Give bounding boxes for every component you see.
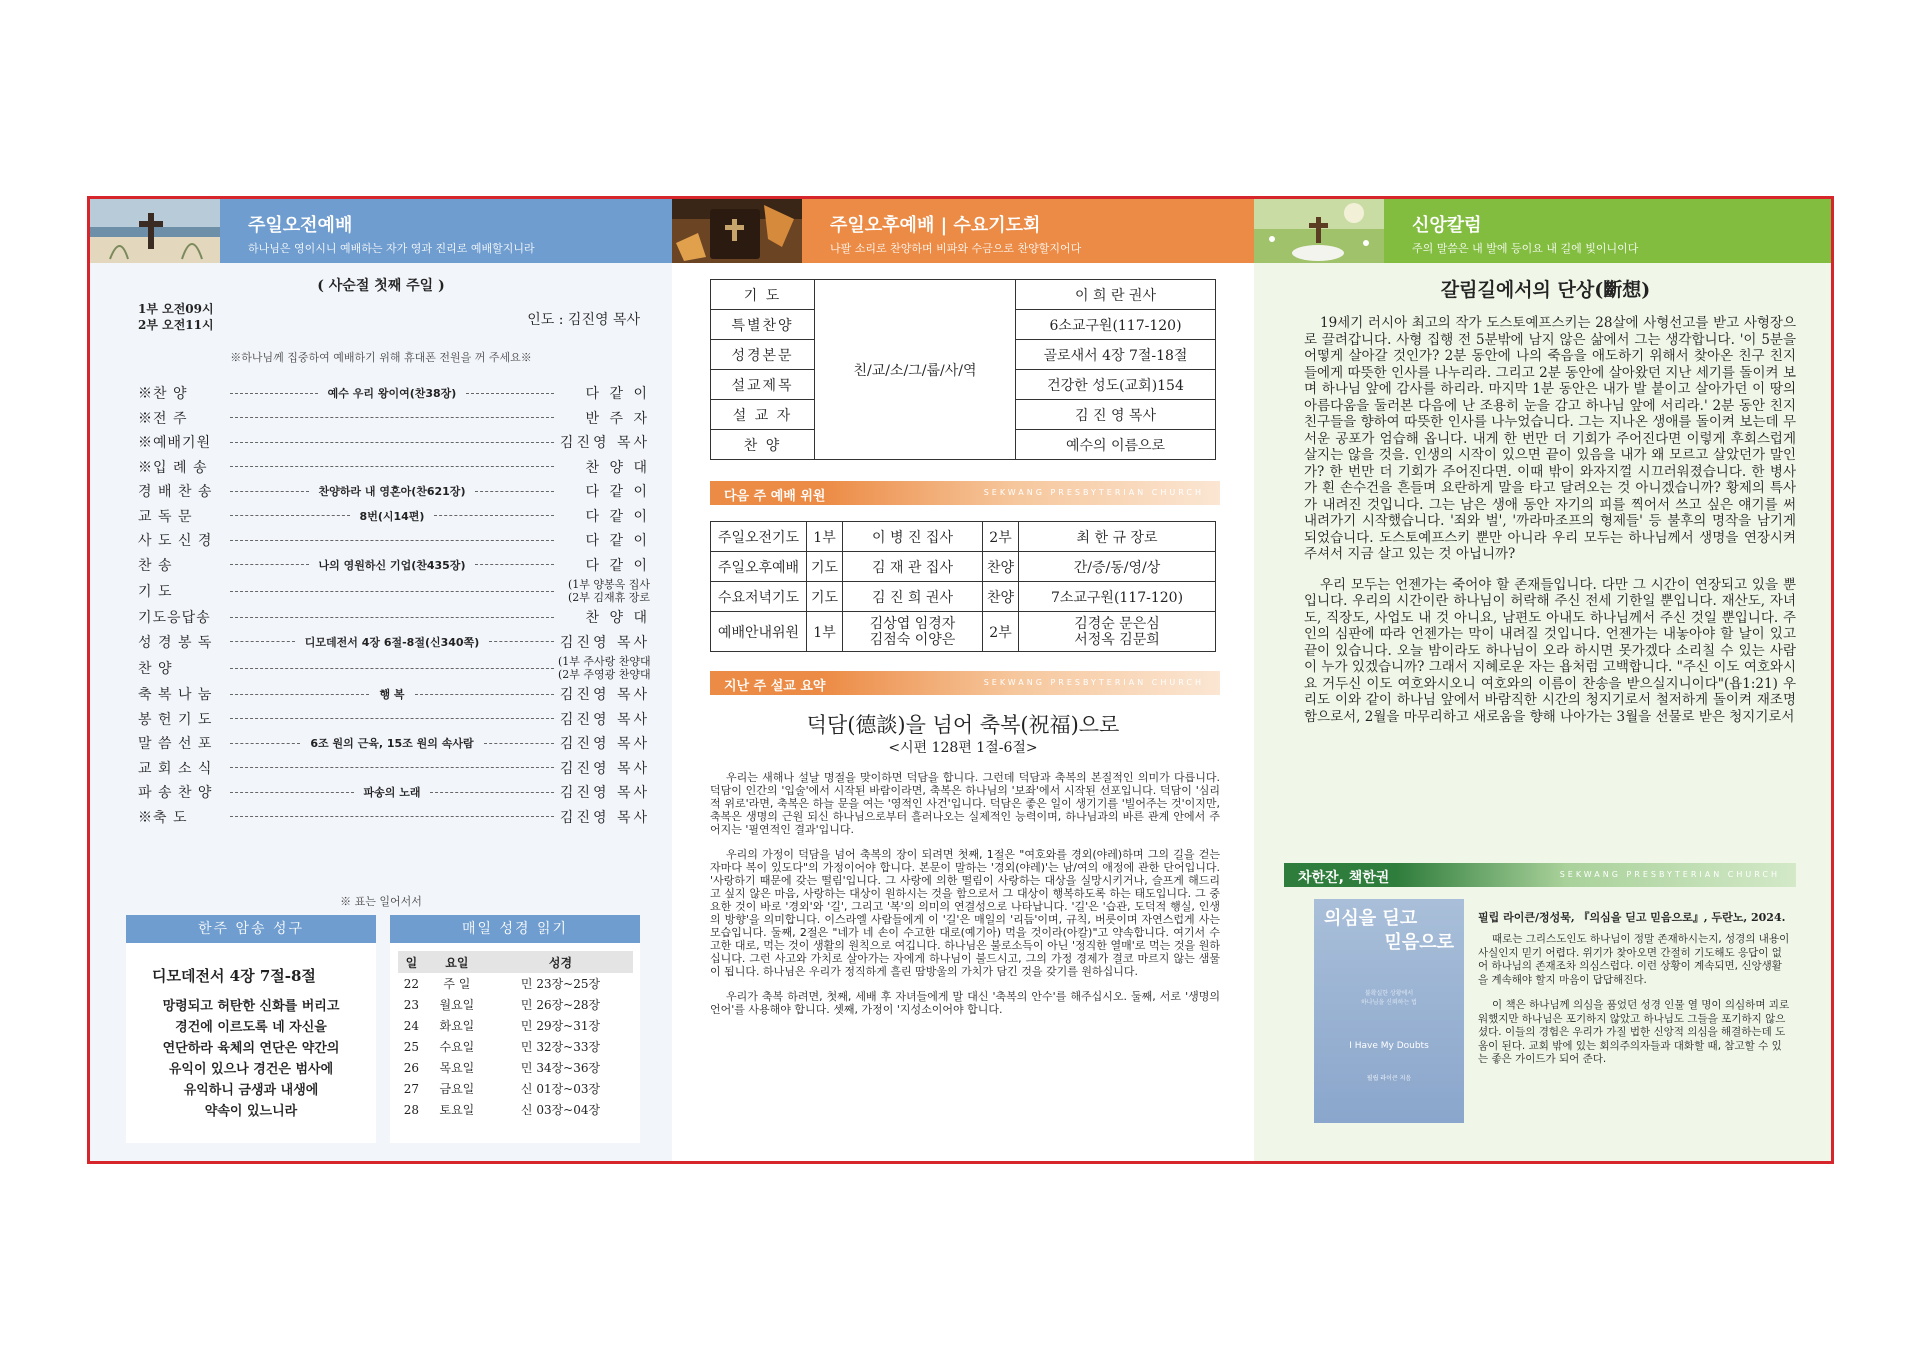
church-name-en: SEKWANG PRESBYTERIAN CHURCH bbox=[1559, 870, 1780, 879]
sermon-paragraph: 우리는 새해나 설날 명절을 맞이하면 덕담을 합니다. 그런데 덕담과 축복의 본질적인 의미가 다릅니다. 덕담이 인간의 '입술'에서 시작된 바람이라면, 축복은 하나님의 '보좌'에서 시작된 선포입니다. 덕담이 '심리적 위로'라면, 축복은 하늘 문을 여는 '영적인 사건'입니다. 덕담은 좋은 일이 생기기를 '빌어주는 것'이지만, 축복은 생명의 근원 되신 하나님으로부터 흘러나오는 실제적인 능력이며, 하나님과의 바른 관계 안에서 주어지는 '필연적인 결과'입니다. bbox=[710, 771, 1220, 836]
header-cross-image bbox=[90, 199, 220, 263]
order-label: 봉 헌 기 도 bbox=[138, 711, 213, 728]
sermon-summary bbox=[710, 771, 1220, 1151]
church-name-en: SEKWANG PRESBYTERIAN CHURCH bbox=[983, 488, 1204, 497]
order-value: 김진영 목사 bbox=[559, 809, 650, 826]
dotted-leader bbox=[230, 515, 350, 516]
service-time-2: 2부 오전11시 bbox=[138, 318, 214, 332]
dotted-leader bbox=[230, 767, 554, 768]
table-cell: 이 병 진 집사 bbox=[843, 522, 983, 552]
table-row bbox=[398, 1036, 633, 1057]
section-bar-book bbox=[1284, 863, 1796, 887]
church-name-en: SEKWANG PRESBYTERIAN CHURCH bbox=[983, 678, 1204, 687]
worship-order-row bbox=[138, 381, 650, 406]
order-label: 말 씀 선 포 bbox=[138, 736, 213, 753]
table-cell: 25 bbox=[403, 1039, 420, 1054]
dotted-leader bbox=[430, 792, 554, 793]
table-cell-value: 골로새서 4장 7절-18절 bbox=[1016, 340, 1216, 370]
dotted-leader bbox=[230, 417, 554, 418]
morning-service-panel bbox=[90, 199, 672, 1161]
order-label: 기도응답송 bbox=[138, 610, 211, 627]
table-cell: 24 bbox=[403, 1018, 420, 1033]
order-value: 김진영 목사 bbox=[559, 736, 650, 753]
order-value: 김진영 목사 bbox=[559, 634, 650, 651]
table-cell: 신 01장~03장 bbox=[520, 1082, 601, 1096]
dotted-leader bbox=[230, 617, 554, 618]
memory-line: 유익하니 금생과 내생에 bbox=[183, 1083, 319, 1098]
column-paragraph: 우리 모두는 언젠가는 죽어야 할 존재들입니다. 다만 그 시간이 연장되고 있을 뿐입니다. 우리의 시간이란 하나님이 허락해 주신 전세 기한일 뿐입니다. 재산도, 자녀도, 직장도, 사업도 내 것 아니요, 남편도 아내도 하나님께서 주신 것일 뿐입니다. 주인의 심판에 따라 언젠가는 막이 내려질 것입니다. 언젠가는 내놓아야 할 날이 있고 끝이 있습니다. 오늘 밤이라도 하나님이 오라 하시면 못가겠다 소리칠 수 있는 사람이 누가 있겠습니까? 그래서 지혜로운 자는 욥처럼 고백합니다. "주신 이도 여호와시요 거두신 이도 여호와시오니 여호와의 이름이 찬송을 받으실지니이다"(욥1:21) 우리도 이와 같이 하나님 앞에서 바람직한 시간의 청지기로서 철저하게 돌이켜 재조명함으로서, 2월을 마무리하고 새로움을 향해 나아가는 3월을 선물로 받은 청지기로서 bbox=[1304, 576, 1796, 725]
book-reference: 필립 라이큰/정성묵, 『의심을 딛고 믿음으로』, 두란노, 2024. bbox=[1478, 911, 1786, 924]
memory-line: 경건에 이르도록 네 자신을 bbox=[175, 1020, 327, 1035]
order-value-line: (2부 주영광 찬양대 bbox=[558, 668, 651, 681]
table-cell: 금요일 bbox=[439, 1082, 475, 1096]
worship-order-row bbox=[138, 455, 650, 480]
section-title: 다음 주 예배 위원 bbox=[724, 489, 826, 504]
table-cell-value: 예수의 이름으로 bbox=[1016, 430, 1216, 460]
book-cover-title-2: 믿음으로 bbox=[1384, 932, 1454, 953]
memory-verse-text bbox=[126, 996, 376, 1122]
panel-subtitle: 하나님은 영이시니 예배하는 자가 영과 진리로 예배할지니라 bbox=[248, 242, 535, 255]
order-label: ※전 주 bbox=[138, 410, 188, 427]
table-cell-label: 특별찬양 bbox=[711, 310, 815, 340]
service-time-1: 1부 오전09시 bbox=[138, 302, 214, 316]
table-cell-value: 이 희 란 권사 bbox=[1016, 280, 1216, 310]
section-bar-sermon-summary bbox=[710, 671, 1220, 695]
dotted-leader bbox=[434, 515, 554, 516]
table-cell-value: 건강한 성도(교회)154 bbox=[1016, 370, 1216, 400]
worship-order-row bbox=[138, 805, 650, 830]
worship-order-row bbox=[138, 630, 650, 655]
memory-line: 연단하라 육체의 연단은 약간의 bbox=[162, 1041, 340, 1056]
order-label: ※입 례 송 bbox=[138, 459, 208, 476]
book-cover-author: 필립 라이큰 지음 bbox=[1366, 1075, 1412, 1082]
table-row bbox=[398, 994, 633, 1015]
sermon-paragraph: 우리가 축복 하려면, 첫째, 세배 후 자녀들에게 말 대신 '축복의 안수'를 해주십시오. 둘째, 서로 '생명의 언어'를 사용해야 합니다. 셋째, 가정이 '지성소이어야 합니다. bbox=[710, 990, 1220, 1016]
worship-order-row bbox=[138, 430, 650, 455]
table-cell: 최 한 규 장로 bbox=[1019, 522, 1216, 552]
order-value: 김진영 목사 bbox=[559, 711, 650, 728]
table-row bbox=[711, 552, 1216, 582]
worship-order-row bbox=[138, 577, 650, 605]
table-cell: 간/증/동/영/상 bbox=[1019, 552, 1216, 582]
table-cell-value: 6소교구원(117-120) bbox=[1016, 310, 1216, 340]
panel-subtitle: 주의 말씀은 내 발에 등이요 내 길에 빛이니이다 bbox=[1412, 242, 1639, 255]
dotted-leader bbox=[230, 540, 554, 541]
table-cell: 26 bbox=[403, 1060, 420, 1075]
order-of-worship bbox=[138, 381, 650, 829]
afternoon-service-panel bbox=[672, 199, 1254, 1161]
order-value: 다 같 이 bbox=[585, 508, 650, 525]
worship-order-row bbox=[138, 780, 650, 805]
table-cell: 1부 bbox=[807, 522, 843, 552]
table-cell: 27 bbox=[403, 1081, 420, 1096]
order-label: 기 도 bbox=[138, 584, 173, 600]
next-week-committee-table bbox=[710, 521, 1216, 652]
memory-verse-box bbox=[126, 915, 376, 1143]
table-cell: 주일오후예배 bbox=[711, 552, 807, 582]
table-cell: 28 bbox=[403, 1102, 420, 1117]
dotted-leader bbox=[230, 564, 309, 565]
header-band bbox=[220, 199, 672, 263]
order-detail: 파송의 노래 bbox=[363, 786, 421, 800]
order-value: 김진영 목사 bbox=[559, 687, 650, 704]
daily-reading-table bbox=[398, 951, 633, 1120]
memory-line: 유익이 있으나 경건은 범사에 bbox=[168, 1062, 334, 1077]
order-value-line: (2부 김재휴 장로 bbox=[567, 591, 650, 604]
order-detail: 예수 우리 왕이여(찬38장) bbox=[327, 387, 457, 401]
sermon-title: 덕담(德談)을 넘어 축복(祝福)으로 bbox=[806, 713, 1120, 737]
order-value bbox=[558, 578, 650, 604]
worship-order-row bbox=[138, 479, 650, 504]
col-scripture: 성경 bbox=[489, 951, 633, 973]
order-label: 축 복 나 눔 bbox=[138, 687, 213, 704]
table-cell: 2부 bbox=[983, 612, 1019, 652]
panel-title: 주일오전예배 bbox=[248, 215, 353, 236]
dotted-leader bbox=[466, 393, 554, 394]
table-cell: 민 29장~31장 bbox=[520, 1019, 601, 1033]
worship-order-row bbox=[138, 682, 650, 707]
table-cell: 찬양 bbox=[983, 582, 1019, 612]
dotted-leader bbox=[230, 792, 354, 793]
order-value: 찬 양 대 bbox=[585, 610, 650, 627]
panel-header bbox=[90, 199, 672, 263]
dotted-leader bbox=[230, 591, 554, 592]
table-cell: 주 일 bbox=[443, 977, 471, 991]
order-label: 찬 양 bbox=[138, 661, 173, 677]
dotted-leader bbox=[230, 491, 309, 492]
order-detail: 행 복 bbox=[379, 688, 405, 702]
worship-order-row bbox=[138, 707, 650, 732]
daily-reading-header: 매일 성경 읽기 bbox=[390, 915, 640, 943]
book-paragraph: 때로는 그리스도인도 하나님이 정말 존재하시는지, 성경의 내용이 사실인지 믿기 어렵다. 위기가 찾아오면 간절히 기도해도 응답이 없어 하나님의 존재조차 의심스럽다. 이런 상황이 계속되면, 신앙생활을 계속해야 할지 마음이 답답해진다. bbox=[1478, 933, 1790, 986]
table-cell-label: 성경본문 bbox=[711, 340, 815, 370]
panel-title: 주일오후예배 | 수요기도회 bbox=[830, 215, 1041, 236]
worship-order-row bbox=[138, 528, 650, 553]
dotted-leader bbox=[230, 816, 554, 817]
dotted-leader bbox=[230, 641, 295, 642]
col-weekday: 요일 bbox=[425, 951, 488, 973]
order-label: 교 회 소 식 bbox=[138, 760, 213, 777]
table-cell: 월요일 bbox=[439, 998, 475, 1012]
memory-line: 약속이 있느니라 bbox=[204, 1104, 298, 1119]
panel-subtitle: 나팔 소리로 찬양하며 비파와 수금으로 찬양할지어다 bbox=[830, 242, 1082, 255]
order-value: 다 같 이 bbox=[585, 386, 650, 403]
order-detail: 6조 원의 근육, 15조 원의 속사람 bbox=[310, 737, 474, 751]
header-field-cross-image bbox=[1254, 199, 1384, 263]
worship-order-row bbox=[138, 504, 650, 529]
table-cell: 기도 bbox=[807, 582, 843, 612]
order-label: ※찬 양 bbox=[138, 386, 188, 403]
header-band bbox=[1384, 199, 1834, 263]
table-cell: 토요일 bbox=[439, 1103, 475, 1117]
leader: 인도 : 김진영 목사 bbox=[527, 312, 640, 328]
order-label: 사 도 신 경 bbox=[138, 533, 213, 550]
service-times bbox=[138, 301, 214, 333]
order-label: ※축 도 bbox=[138, 809, 188, 826]
worship-order-row bbox=[138, 406, 650, 431]
dotted-leader bbox=[230, 668, 554, 669]
table-cell: 김상엽 임경자 김점숙 이양은 bbox=[843, 612, 983, 652]
table-cell: 김 진 희 권사 bbox=[843, 582, 983, 612]
table-cell: 민 32장~33장 bbox=[520, 1040, 601, 1054]
dotted-leader bbox=[475, 491, 554, 492]
worship-order-row bbox=[138, 756, 650, 781]
order-value: 다 같 이 bbox=[585, 484, 650, 501]
table-cell: 주일오전기도 bbox=[711, 522, 807, 552]
table-cell: 찬양 bbox=[983, 552, 1019, 582]
table-cell: 1부 bbox=[807, 612, 843, 652]
table-cell: 22 bbox=[403, 976, 420, 991]
column-panel bbox=[1254, 199, 1834, 1161]
sermon-paragraph: 우리의 가정이 덕담을 넘어 축복의 장이 되려면 첫째, 1절은 "여호와를 경외(야레)하며 그의 길을 걷는 자마다 복이 있도다"의 가정이어야 합니다. 본문이 말하는 '경외(야레)'는 남/여의 애정에 관한 단어입니다. '사랑하기 때문에 갖는 떨림'입니다. 그 사랑에 의한 떨림이 사랑하는 대상을 실망시키거나, 슬프게 해드리고 싶지 않은 마음, 사랑하는 대상이 원하시는 것을 함으로서 그 대상이 행복하도록 하는 태도입니다. 그 중요한 것이 바로 '경외'와 '길', 그리고 '복'의 의미의 연결성으로 나타납니다. '길'은 '습관, 도덕적 행실, 인생의 방향'을 의미합니다. 이스라엘 사람들에게 이 '길'은 매일의 '리듬'이며, 규칙, 버릇이며 자연스럽게 사는 모습입니다. 둘째, 2절은 "네가 네 손이 수고한 대로(예기아) 먹을 것이라(아칼)"고 약속합니다. 여기서 수고한 대로, 먹는 것이 생활의 원칙으로 여깁니다. 하나님은 불로소득이 아닌 '정직한 열매'로 먹는 것을 원하십니다. 그런 사고와 가치로 살아가는 자에게 하나님이 불드시고, 그의 가정 경제가 결코 마르지 않는 샘물이 됩니다. 하나님은 우리가 정직하게 흘린 땀방울의 가치가 담긴 것을 갖기를 원하십니다. bbox=[710, 848, 1220, 978]
table-row bbox=[398, 1078, 633, 1099]
header-band bbox=[802, 199, 1254, 263]
dotted-leader bbox=[230, 393, 318, 394]
memory-verse-header: 한주 암송 성구 bbox=[126, 915, 376, 943]
column-title: 갈림길에서의 단상(斷想) bbox=[1440, 279, 1651, 301]
section-title: 차한잔, 책한권 bbox=[1298, 870, 1390, 886]
book-review bbox=[1478, 933, 1790, 1079]
header-bible-image bbox=[672, 199, 802, 263]
order-value: 김진영 목사 bbox=[559, 435, 650, 452]
order-value: 김진영 목사 bbox=[559, 785, 650, 802]
order-value-line: (1부 양봉옥 집사 bbox=[567, 578, 650, 591]
table-cell: 기도 bbox=[807, 552, 843, 582]
table-cell: 예배안내위원 bbox=[711, 612, 807, 652]
table-cell-label: 기 도 bbox=[711, 280, 815, 310]
panel-title: 신앙칼럼 bbox=[1412, 215, 1482, 236]
section-title: 지난 주 설교 요약 bbox=[724, 679, 826, 694]
bulletin-frame bbox=[87, 196, 1834, 1164]
dotted-leader bbox=[230, 743, 300, 744]
dotted-leader bbox=[230, 466, 554, 467]
dotted-leader bbox=[484, 743, 554, 744]
daily-reading-box bbox=[390, 915, 640, 1143]
column-body bbox=[1304, 315, 1796, 725]
table-cell: 김 재 관 집사 bbox=[843, 552, 983, 582]
table-row bbox=[398, 1015, 633, 1036]
panel-header bbox=[672, 199, 1254, 263]
table-row bbox=[711, 582, 1216, 612]
col-day: 일 bbox=[398, 951, 426, 973]
book-cover-english-title: I Have My Doubts bbox=[1349, 1041, 1429, 1051]
table-cell: 7소교구원(117-120) bbox=[1019, 582, 1216, 612]
order-detail: 디모데전서 4장 6절-8절(신340쪽) bbox=[304, 635, 480, 649]
table-row bbox=[711, 612, 1216, 652]
order-value: 다 같 이 bbox=[585, 557, 650, 574]
table-cell: 화요일 bbox=[439, 1019, 475, 1033]
worship-order-row bbox=[138, 654, 650, 682]
worship-order-row bbox=[138, 731, 650, 756]
book-cover-image bbox=[1314, 899, 1464, 1123]
panel-header bbox=[1254, 199, 1834, 263]
book-paragraph: 이 책은 하나님께 의심을 품었던 성경 인물 열 명이 의심하며 괴로워했지만 하나님은 포기하지 않았고 하나님도 그들을 포기하지 않으셨다. 이들의 경험은 우리가 가질 법한 신앙적 의심을 해결하는데 도움이 된다. 교회 밖에 있는 회의주의자들과 대화할 때, 참고할 수 있는 좋은 가이드가 되어 준다. bbox=[1478, 999, 1790, 1065]
order-value bbox=[558, 655, 650, 681]
table-cell-label: 설교제목 bbox=[711, 370, 815, 400]
book-cover-title-1: 의심을 딛고 bbox=[1324, 908, 1418, 929]
dotted-leader bbox=[230, 694, 369, 695]
order-label: 파 송 찬 양 bbox=[138, 785, 213, 802]
order-label: 경 배 찬 송 bbox=[138, 484, 213, 501]
order-label: 찬 송 bbox=[138, 557, 173, 574]
table-row bbox=[398, 973, 633, 994]
memory-verse-ref: 디모데전서 4장 7절-8절 bbox=[152, 967, 316, 985]
table-row bbox=[711, 280, 1216, 310]
table-cell: 김경순 문은심 서정옥 김문희 bbox=[1019, 612, 1216, 652]
order-detail: 찬양하라 내 영혼아(찬621장) bbox=[318, 485, 466, 499]
book-cover-subtitle: 불확실한 상황에서 하나님을 신뢰하는 법 bbox=[1361, 990, 1417, 1006]
order-value-line: (1부 주사랑 찬양대 bbox=[558, 655, 651, 668]
section-bar-next-week bbox=[710, 481, 1220, 505]
sermon-reference: <시편 128편 1절-6절> bbox=[888, 740, 1038, 756]
table-cell: 23 bbox=[403, 997, 420, 1012]
worship-order-row bbox=[138, 605, 650, 630]
order-value: 다 같 이 bbox=[585, 533, 650, 550]
worship-order-row bbox=[138, 553, 650, 578]
order-value: 김진영 목사 bbox=[559, 760, 650, 777]
dotted-leader bbox=[475, 564, 554, 565]
table-cell: 민 34장~36장 bbox=[520, 1061, 601, 1075]
small-group-ministry-cell: 친/교/소/그/룹/사/역 bbox=[815, 280, 1016, 460]
table-cell: 수요일 bbox=[439, 1040, 475, 1054]
dotted-leader bbox=[415, 694, 554, 695]
order-detail: 나의 영원하신 기업(찬435장) bbox=[318, 558, 466, 572]
table-cell-value: 김 진 영 목사 bbox=[1016, 400, 1216, 430]
table-cell-label: 찬 양 bbox=[711, 430, 815, 460]
stand-footnote: ※ 표는 일어서서 bbox=[340, 895, 422, 908]
order-label: ※예배기원 bbox=[138, 435, 212, 452]
table-cell-label: 설 교 자 bbox=[711, 400, 815, 430]
order-detail: 8번(시14편) bbox=[359, 509, 425, 523]
memory-line: 망령되고 허탄한 신화를 버리고 bbox=[162, 999, 340, 1014]
table-cell: 민 26장~28장 bbox=[520, 998, 601, 1012]
table-cell: 2부 bbox=[983, 522, 1019, 552]
dotted-leader bbox=[230, 442, 554, 443]
table-row bbox=[711, 522, 1216, 552]
order-label: 성 경 봉 독 bbox=[138, 634, 213, 651]
phone-notice: ※하나님께 집중하여 예배하기 위해 휴대폰 전원을 꺼 주세요※ bbox=[230, 351, 532, 364]
table-row bbox=[398, 1057, 633, 1078]
afternoon-service-table bbox=[710, 279, 1216, 460]
week-title: ( 사순절 첫째 주일 ) bbox=[317, 278, 445, 294]
table-cell: 목요일 bbox=[439, 1061, 475, 1075]
dotted-leader bbox=[489, 641, 554, 642]
dotted-leader bbox=[230, 718, 554, 719]
table-cell: 민 23장~25장 bbox=[520, 977, 601, 991]
table-header-row bbox=[398, 951, 633, 973]
order-label: 교 독 문 bbox=[138, 508, 193, 525]
order-value: 찬 양 대 bbox=[585, 459, 650, 476]
order-value: 반 주 자 bbox=[585, 410, 650, 427]
table-cell: 신 03장~04장 bbox=[520, 1103, 601, 1117]
table-row bbox=[398, 1099, 633, 1120]
table-cell: 수요저녁기도 bbox=[711, 582, 807, 612]
column-paragraph: 19세기 러시아 최고의 작가 도스토예프스키는 28살에 사형선고를 받고 사형장으로 끌려갑니다. 사형 집행 전 5분밖에 남지 않은 삶에서 그는 생각합니다. '이 5분을 어떻게 살아갈 것인가? 2분 동안에 나의 죽음을 애도하기 위해서 찾아온 친구 친지들에게 따뜻한 인사를 나누리라. 그리고 2분 동안에 살아왔던 지난 세기를 돌이켜 보며 하나님 앞에 감사를 하리라. 마지막 1분 동안은 내가 발 붙이고 살아가던 이 땅의 아름다움을 둘러본 다음에 난 조용히 눈을 감고 하나님 앞에 서리라.' 2분 동안 친지 친구들을 향하여 따뜻한 인사를 나누었습니다. 그는 지나온 생애를 돌이켜 보는데 무서운 공포가 엄습해 옵니다. 내게 한 번만 더 기회가 주어진다면 이렇게 후회스럽게 살지는 않을 것을. 인생의 시작이 있으면 끝이 있음을 내가 왜 모르고 살았던가 말인가? 한 번만 더 기회가 주어진다면. 이때 밖이 와자지껄 시끄러워졌습니다. 한 병사가 흰 손수건을 흔들며 요란하게 말을 타고 달려오는 것 아니겠습니까? 황제의 특사가 내려진 것입니다. 그는 남은 생애 동안 자기의 피를 찍어서 쓰고 싶은 얘기를 써 내려가기 시작했습니다. '죄와 벌', '까라마조프의 형제들' 등 불후의 명작을 남기게 되었습니다. 도스토예프스키 뿐만 아니라 우리 모두는 하나님께서 생명을 연장시켜 주셔서 지금 살고 있는 것 아닙니까? bbox=[1304, 315, 1796, 562]
